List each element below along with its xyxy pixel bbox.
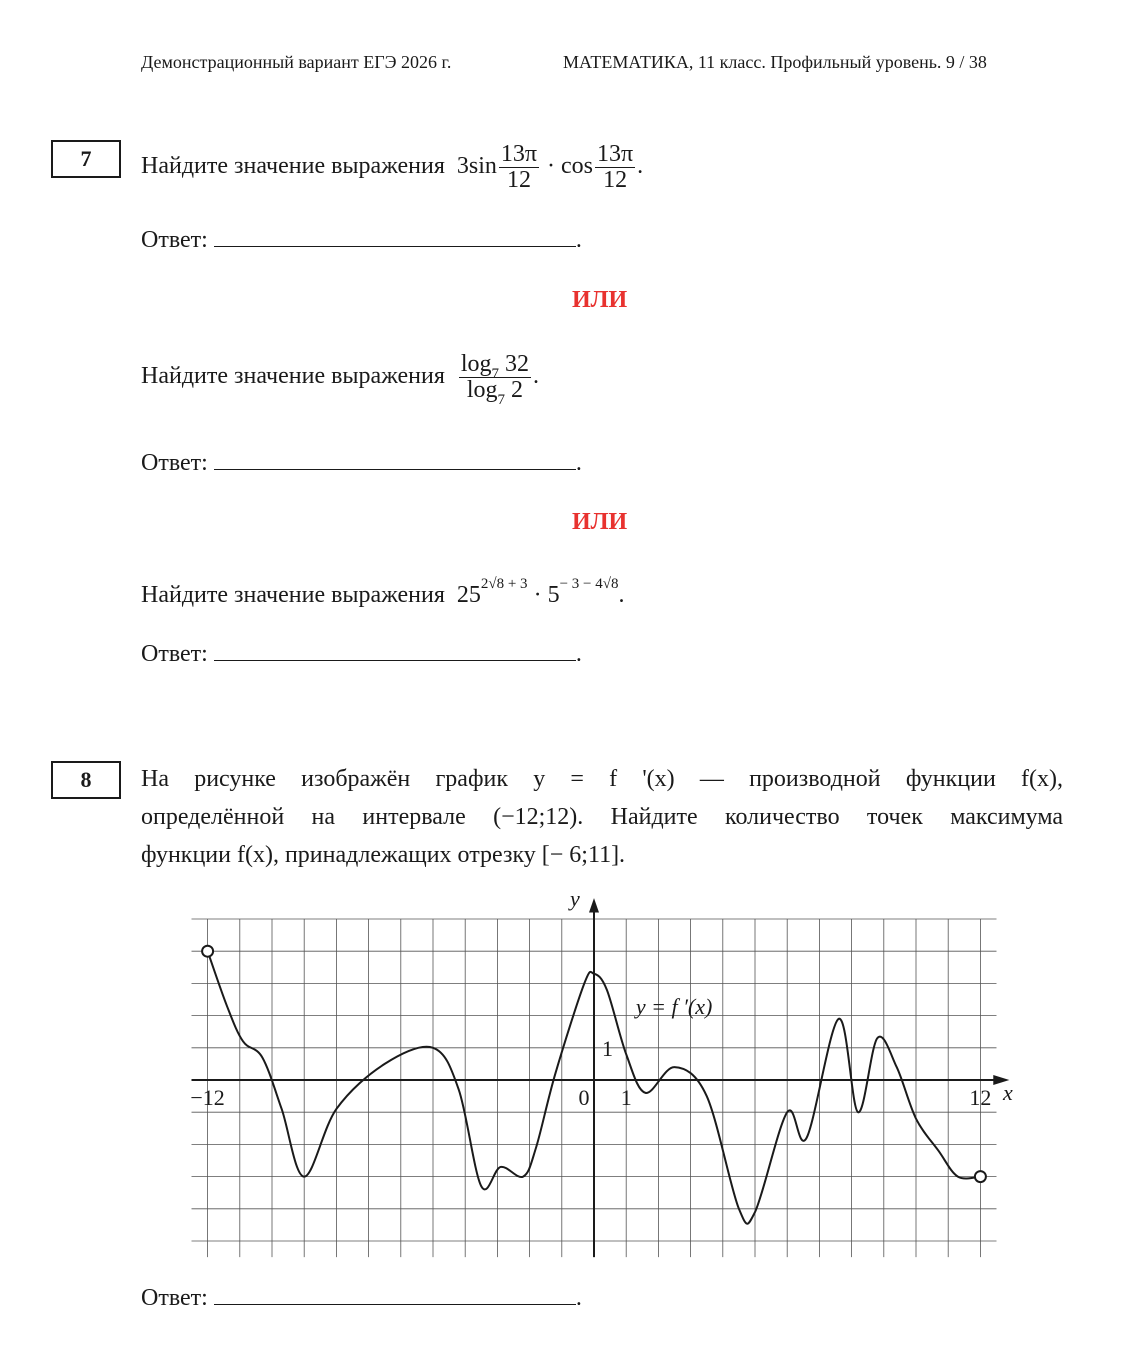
- answer-label: Ответ:: [141, 450, 208, 476]
- expr1-num: 13π: [500, 141, 537, 167]
- num-arg: 32: [505, 351, 530, 377]
- open-endpoint-1: [975, 1171, 986, 1182]
- expr1-den: 12: [506, 167, 531, 194]
- or-label-2: ИЛИ: [572, 509, 628, 535]
- expr1-num2: 13π: [597, 141, 634, 167]
- task-7-number: 7: [51, 140, 121, 178]
- expr2-end: .: [533, 363, 540, 390]
- task-8-line-1: На рисунке изображён график y = f '(x) — производной функции f(x),: [141, 766, 1063, 792]
- answer-end: .: [575, 641, 582, 667]
- answer-field-4[interactable]: [214, 1284, 576, 1305]
- task-8-number: 8: [51, 761, 121, 799]
- chart-axes: [192, 898, 1010, 1257]
- expr3-end: .: [618, 582, 625, 608]
- expr3-exp1: 2√8 + 3: [480, 576, 528, 592]
- den-log: log: [466, 377, 498, 404]
- answer-end: .: [575, 450, 582, 476]
- num-log: log: [460, 351, 492, 377]
- answer-label: Ответ:: [141, 641, 208, 667]
- y-axis-arrow: [589, 898, 599, 912]
- curve-label: y = f ′(x): [635, 993, 713, 1019]
- expr1-cos: cos: [561, 153, 593, 180]
- header-right: МАТЕМАТИКА, 11 класс. Профильный уровень. 9 / 38: [563, 52, 987, 72]
- x-tick-label-right: 12: [969, 1085, 992, 1110]
- num-base: 7: [491, 366, 500, 382]
- task-7-prompt-3: Найдите значение выражения: [141, 582, 445, 608]
- answer-end: .: [575, 1285, 582, 1311]
- x-axis-label: x: [1002, 1080, 1013, 1105]
- expr3-base2: 5: [547, 582, 560, 608]
- y-axis-label: y: [570, 886, 580, 912]
- task-8-answer: [141, 1284, 582, 1312]
- task-7-prompt-2: Найдите значение выражения: [141, 363, 445, 390]
- expr1-den2: 12: [603, 167, 628, 194]
- answer-end: .: [575, 227, 582, 253]
- expr1-coef: 3sin: [456, 153, 497, 180]
- header-left: Демонстрационный вариант ЕГЭ 2026 г.: [141, 52, 452, 72]
- x-tick-label-origin: 0: [578, 1085, 590, 1110]
- open-endpoint-0: [202, 946, 213, 957]
- answer-label: Ответ:: [141, 227, 208, 253]
- expr3-dot: ·: [533, 582, 542, 608]
- answer-label: Ответ:: [141, 1285, 208, 1311]
- task-8-line-3: функции f(x), принадлежащих отрезку [− 6;11].: [141, 842, 626, 868]
- expr3-base1: 25: [456, 582, 481, 608]
- den-arg: 2: [511, 377, 524, 404]
- task-8-line-2: определённой на интервале (−12;12). Найдите количество точек максимума: [141, 804, 1063, 830]
- task-7-prompt-1: Найдите значение выражения: [141, 153, 445, 180]
- den-base: 7: [497, 392, 506, 409]
- expr3-exp2: − 3 − 4√8: [559, 576, 619, 592]
- y-tick-label-one: 1: [602, 1035, 613, 1061]
- x-tick-label-one: 1: [620, 1085, 632, 1110]
- expr1-end: .: [637, 153, 644, 180]
- chart-labels: [190, 886, 1013, 1110]
- or-label-1: ИЛИ: [572, 287, 628, 313]
- expr1-dot: ·: [547, 153, 555, 180]
- x-tick-label-left: −12: [190, 1085, 225, 1110]
